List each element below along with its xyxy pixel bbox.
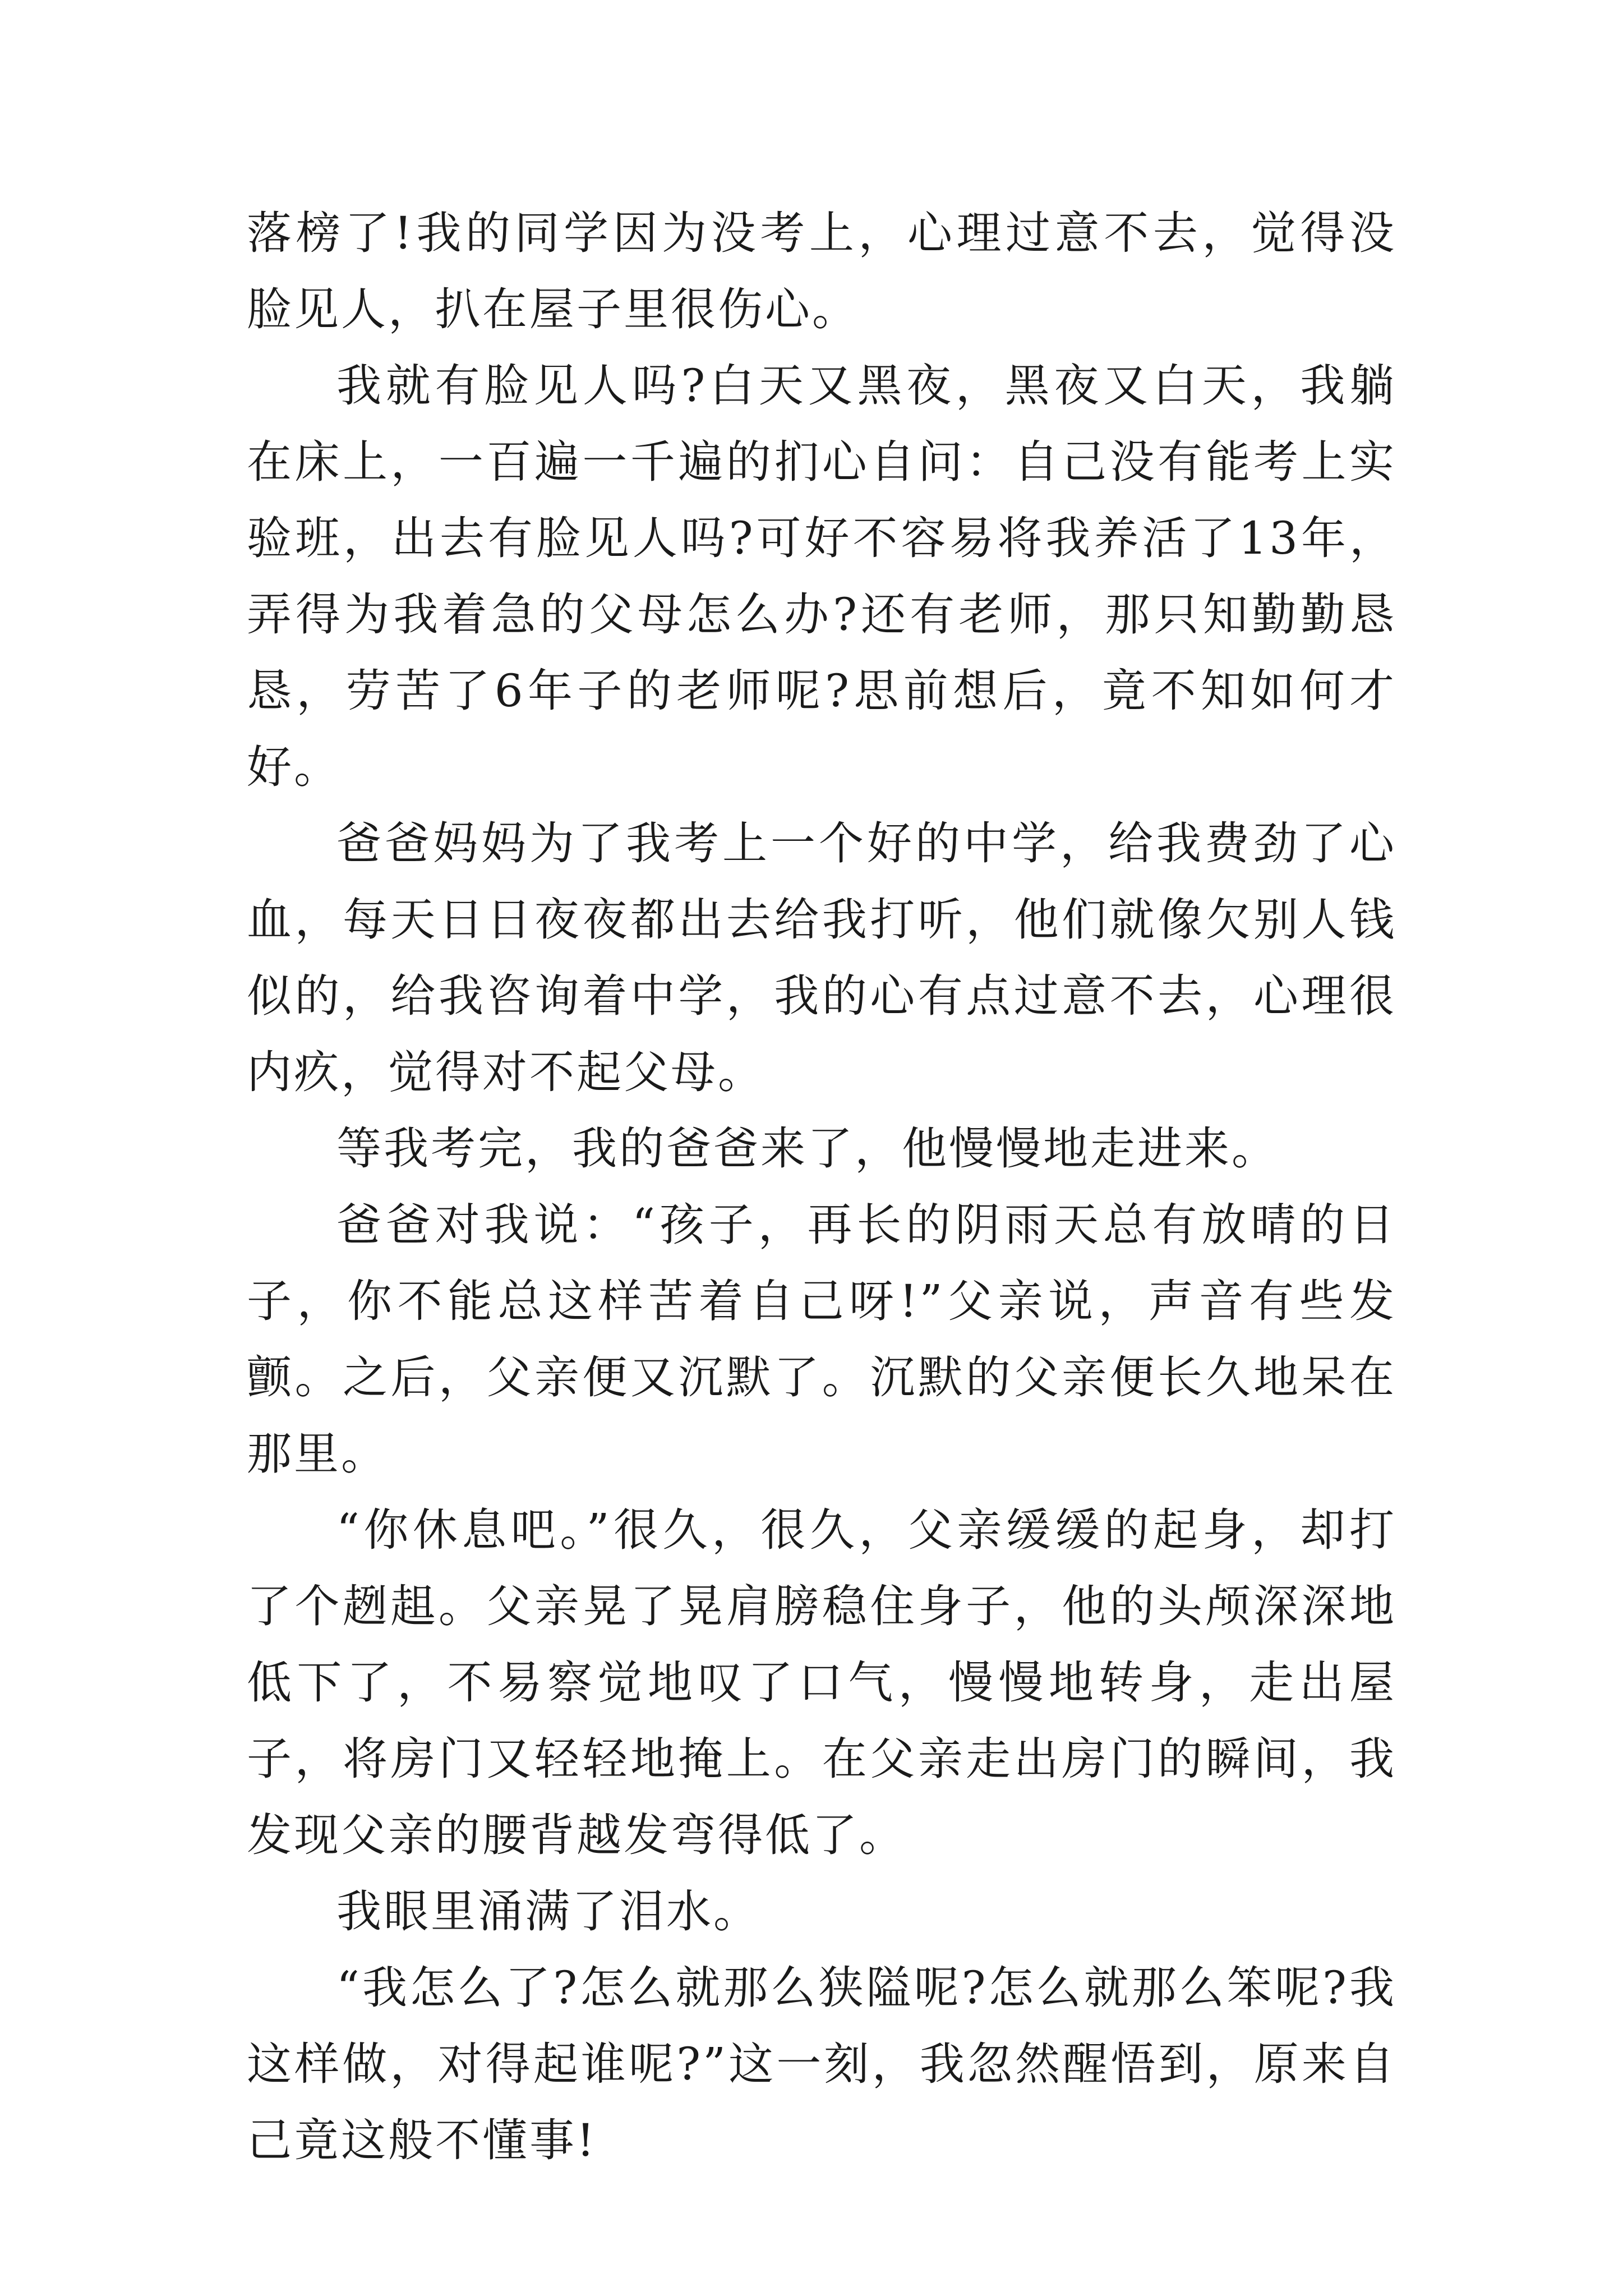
document-body (247, 195, 1396, 2179)
paragraph-8: “我怎么了?怎么就那么狭隘呢?怎么就那么笨呢?我这样做，对得起谁呢?”这一刻，我忽然醒悟到，原来自己竟这般不懂事! (247, 1962, 1396, 2166)
paragraph-2: 我就有脸见人吗?白天又黑夜，黑夜又白天，我躺在床上，一百遍一千遍的扪心自问：自己没有能考上实验班，出去有脸见人吗?可好不容易将我养活了13年，弄得为我着急的父母怎么办?还有老师，那只知勤勤恳恳，劳苦了6年子的老师呢?思前想后，竟不知如何才好。 (247, 360, 1396, 793)
paragraph-6: “你休息吧。”很久，很久，父亲缓缓的起身，却打了个趔趄。父亲晃了晃肩膀稳住身子，他的头颅深深地低下了，不易察觉地叹了口气，慢慢地转身，走出屋子，将房门又轻轻地掩上。在父亲走出房门的瞬间，我发现父亲的腰背越发弯得低了。 (247, 1504, 1396, 1861)
paragraph-7: 我眼里涌满了泪水。 (336, 1885, 760, 1938)
paragraph-4: 等我考完，我的爸爸来了，他慢慢地走进来。 (336, 1122, 1279, 1175)
paragraph-3: 爸爸妈妈为了我考上一个好的中学，给我费劲了心血，每天日日夜夜都出去给我打听，他们就像欠别人钱似的，给我咨询着中学，我的心有点过意不去，心理很内疚，觉得对不起父母。 (247, 817, 1396, 1098)
paragraph-1: 落榜了!我的同学因为没考上，心理过意不去，觉得没脸见人，扒在屋子里很伤心。 (247, 207, 1396, 335)
paragraph-5: 爸爸对我说：“孩子，再长的阴雨天总有放晴的日子，你不能总这样苦着自己呀!”父亲说，声音有些发颤。之后，父亲便又沉默了。沉默的父亲便长久地呆在那里。 (247, 1199, 1396, 1480)
